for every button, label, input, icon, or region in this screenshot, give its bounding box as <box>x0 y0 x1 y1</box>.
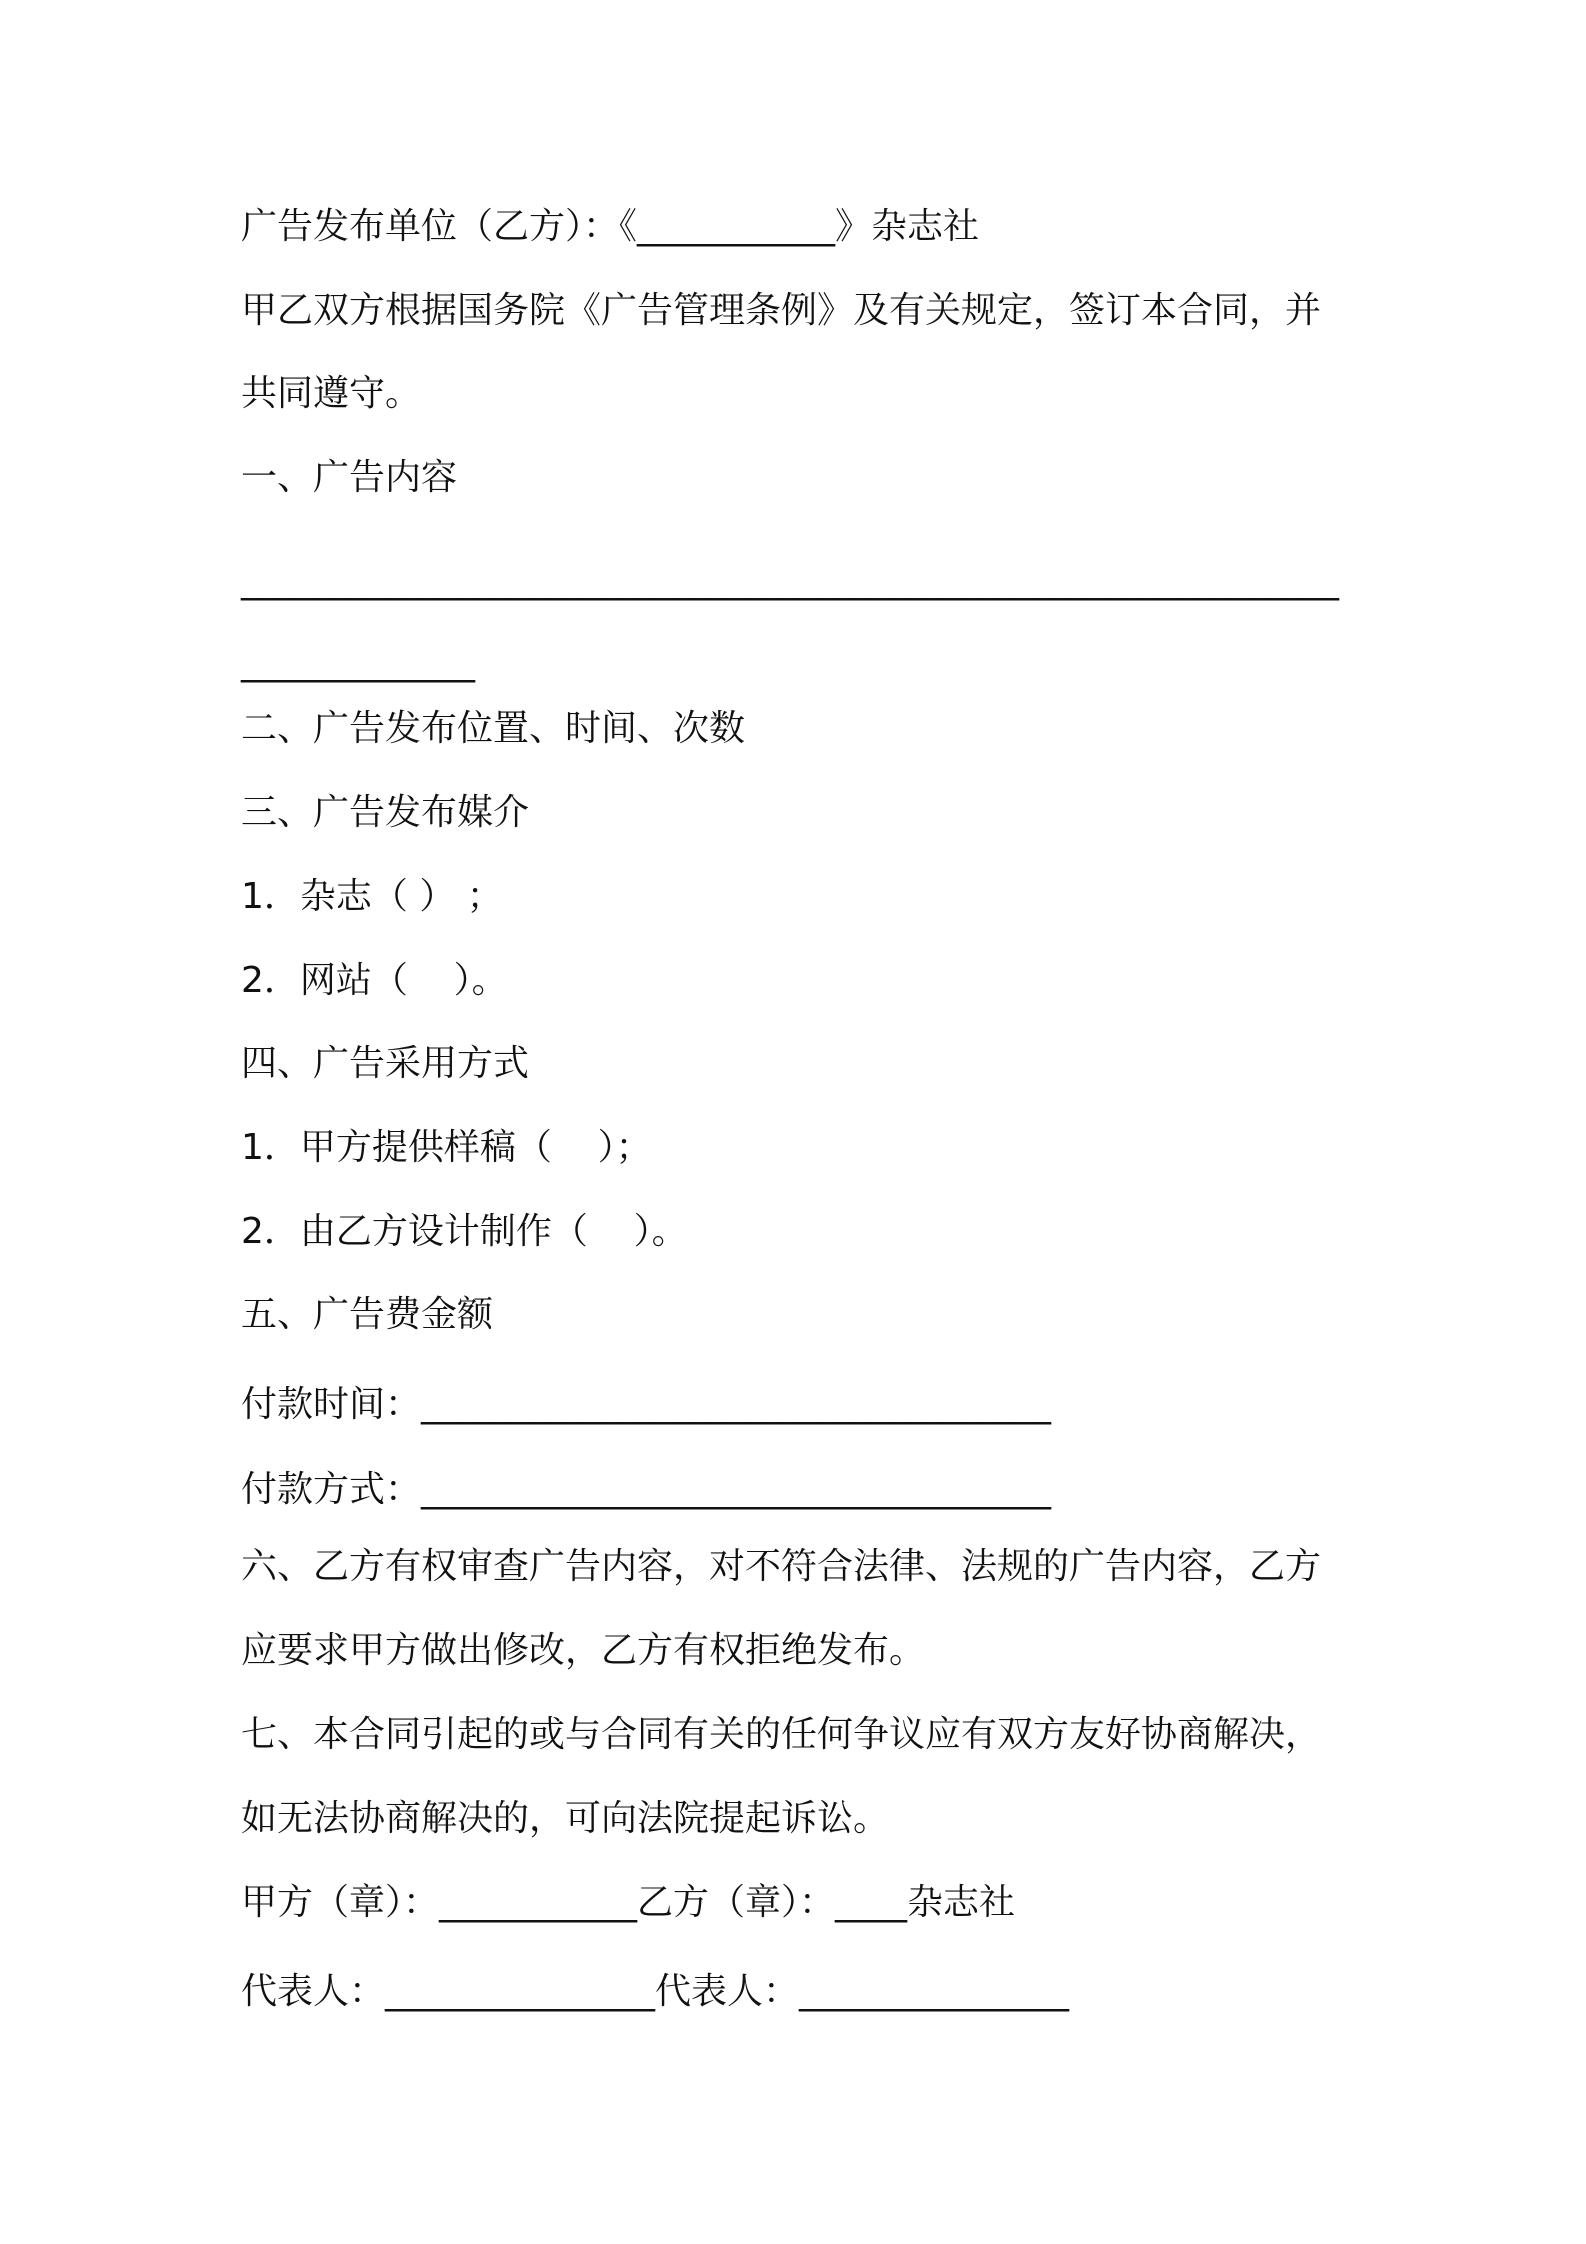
section-3-heading: 三、广告发布媒介 <box>241 792 530 833</box>
section-4-heading: 四、广告采用方式 <box>241 1043 530 1084</box>
representative-signature-line: 代表人：_______________代表人：_______________ <box>241 1971 1070 2012</box>
method-option-sample: 1．甲方提供样稿（ ）； <box>241 1127 652 1168</box>
section-7-line-2: 如无法协商解决的，可向法院提起诉讼。 <box>241 1798 890 1839</box>
section-2-heading: 二、广告发布位置、时间、次数 <box>241 708 746 749</box>
section-6-line-2: 应要求甲方做出修改，乙方有权拒绝发布。 <box>241 1630 926 1671</box>
preamble-line-1: 甲乙双方根据国务院《广告管理条例》及有关规定，签订本合同，并 <box>241 290 1322 331</box>
payment-method-field: 付款方式：___________________________________ <box>241 1469 1052 1510</box>
section-5-heading: 五、广告费金额 <box>241 1294 494 1335</box>
section-7-line-1: 七、本合同引起的或与合同有关的任何争议应有双方友好协商解决， <box>241 1714 1322 1755</box>
preamble-line-2: 共同遵守。 <box>241 373 422 414</box>
payment-time-field: 付款时间：___________________________________ <box>241 1384 1052 1425</box>
media-option-website: 2．网站（ ）。 <box>241 960 508 1001</box>
seal-signature-line: 甲方（章）：___________乙方（章）：____杂志社 <box>241 1882 1016 1923</box>
section-1-heading: 一、广告内容 <box>241 457 458 498</box>
section-6-line-1: 六、乙方有权审查广告内容，对不符合法律、法规的广告内容，乙方 <box>241 1546 1322 1587</box>
media-option-magazine: 1．杂志（ ） ； <box>241 876 503 917</box>
method-option-design: 2．由乙方设计制作（ ）。 <box>241 1211 688 1252</box>
ad-content-blank-2: _____________ <box>241 642 475 683</box>
publisher-line: 广告发布单位（乙方）：《___________》杂志社 <box>241 206 980 247</box>
ad-content-blank-1: _____________________________________________________________ <box>241 560 1339 601</box>
